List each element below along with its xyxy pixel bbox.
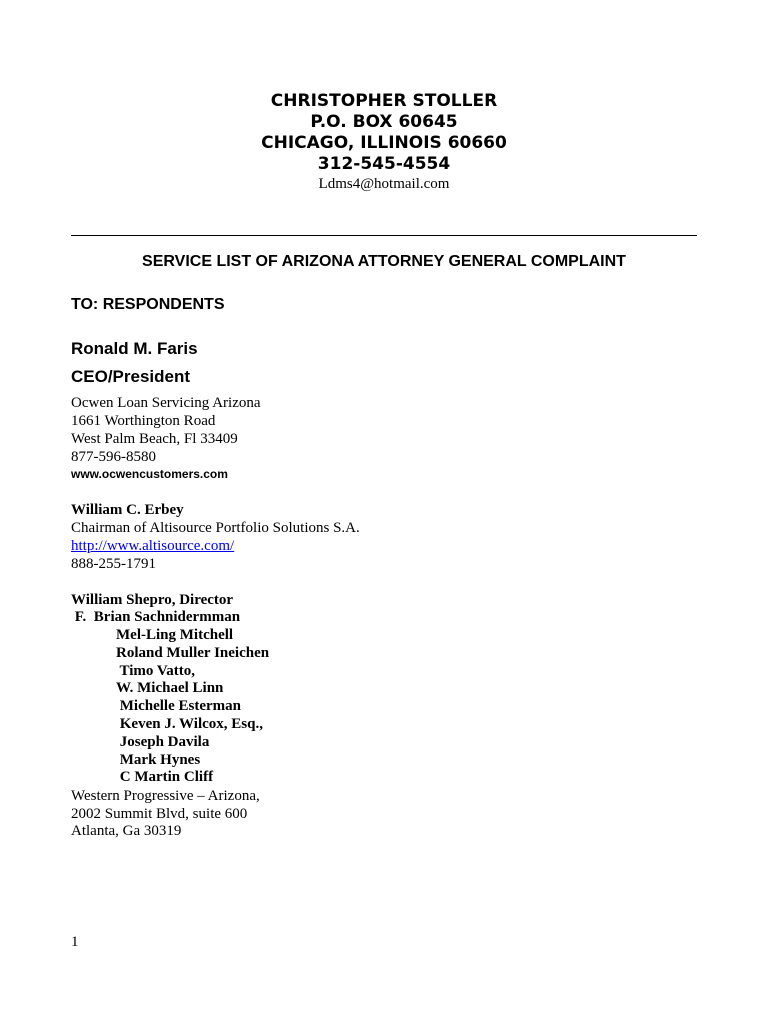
respondent-3-name: Mel-Ling Mitchell bbox=[116, 627, 234, 643]
respondent-2-website-link[interactable]: http://www.altisource.com/ bbox=[71, 538, 235, 554]
respondent-2-title: Chairman of Altisource Portfolio Solutions S.A. bbox=[71, 520, 360, 536]
respondent-3-company: Western Progressive – Arizona, bbox=[71, 788, 260, 804]
respondent-3-name: Michelle Esterman bbox=[116, 698, 241, 714]
respondent-3-name: Joseph Davila bbox=[116, 734, 210, 750]
respondent-2-phone: 888-255-1791 bbox=[71, 556, 156, 572]
respondent-3-name: Mark Hynes bbox=[116, 752, 201, 768]
respondent-3-name: C Martin Cliff bbox=[116, 769, 214, 785]
respondent-3-street: 2002 Summit Blvd, suite 600 bbox=[71, 806, 248, 822]
respondent-3-name: Roland Muller Ineichen bbox=[116, 645, 270, 661]
respondent-1-company: Ocwen Loan Servicing Arizona bbox=[71, 395, 261, 411]
to-respondents-heading: TO: RESPONDENTS bbox=[71, 296, 225, 313]
respondent-3-name: W. Michael Linn bbox=[116, 680, 224, 696]
sender-phone: 312-545-4554 bbox=[317, 154, 451, 174]
respondent-3-name: Keven J. Wilcox, Esq., bbox=[116, 716, 263, 732]
respondent-1-website: www.ocwencustomers.com bbox=[71, 467, 228, 481]
respondent-1-phone: 877-596-8580 bbox=[71, 449, 156, 465]
respondent-1-city: West Palm Beach, Fl 33409 bbox=[71, 431, 238, 447]
sender-email: Ldms4@hotmail.com bbox=[318, 176, 450, 192]
respondent-2-name: William C. Erbey bbox=[71, 502, 184, 518]
sender-city: CHICAGO, ILLINOIS 60660 bbox=[261, 133, 507, 153]
respondent-3-name: William Shepro, Director bbox=[71, 592, 234, 608]
sender-po-box: P.O. BOX 60645 bbox=[310, 112, 458, 132]
header-divider bbox=[71, 235, 697, 236]
sender-name: CHRISTOPHER STOLLER bbox=[270, 91, 498, 111]
respondent-1-name: Ronald M. Faris bbox=[71, 339, 198, 358]
respondent-3-name: F. Brian Sachnidermman bbox=[71, 609, 241, 625]
document-title: SERVICE LIST OF ARIZONA ATTORNEY GENERAL COMPLAINT bbox=[142, 253, 626, 270]
page-number: 1 bbox=[71, 934, 79, 950]
respondent-3-city: Atlanta, Ga 30319 bbox=[71, 823, 182, 839]
respondent-1-title: CEO/President bbox=[71, 367, 191, 386]
respondent-3-name: Timo Vatto, bbox=[116, 663, 196, 679]
respondent-1-street: 1661 Worthington Road bbox=[71, 413, 216, 429]
